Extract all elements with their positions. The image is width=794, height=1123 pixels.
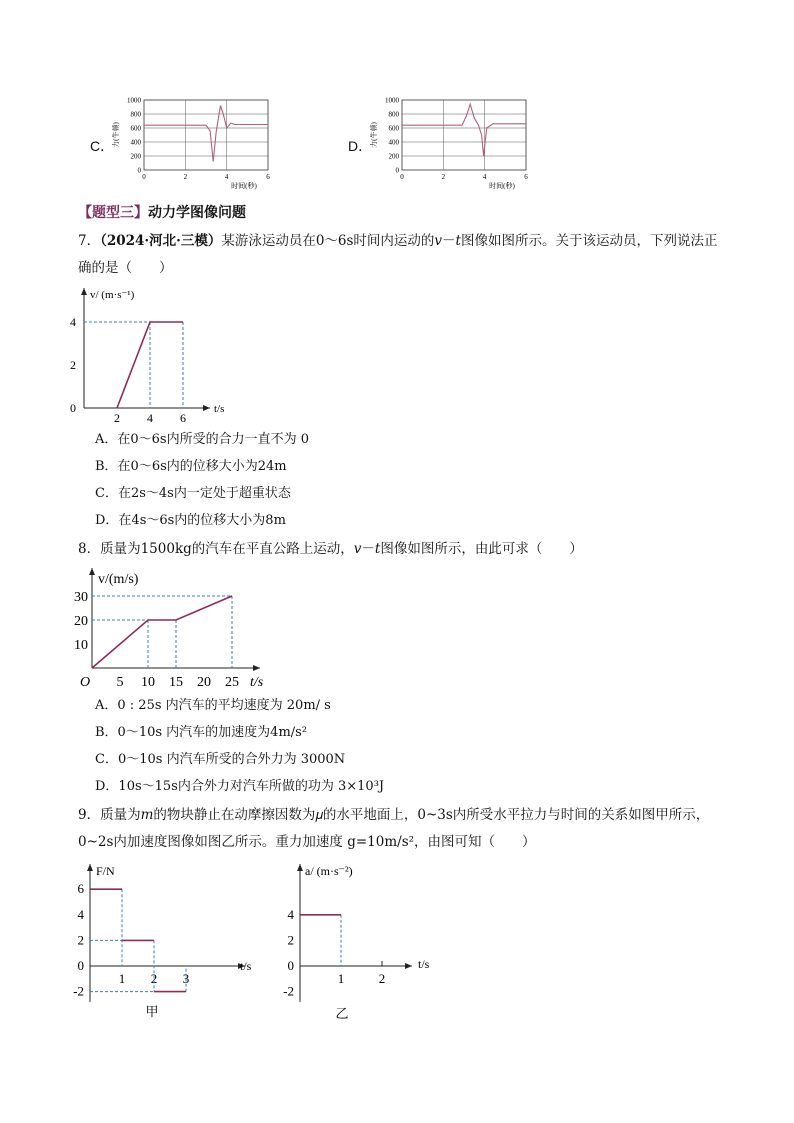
- y-tick-label: 1000: [385, 96, 399, 105]
- x-axis-label: t/s: [418, 957, 430, 971]
- y-tick-label: -2: [73, 983, 84, 999]
- y-axis-label: a/ (m·s⁻²): [305, 864, 353, 878]
- q7-option-a: A．在0～6s内所受的合力一直不为 0: [95, 432, 310, 447]
- force-curve: [402, 104, 526, 156]
- y-tick-label: 400: [130, 138, 141, 147]
- section-text: 动力学图像问题: [148, 205, 246, 221]
- x-tick-label: 6: [180, 411, 186, 422]
- x-tick-label: 6: [266, 173, 270, 181]
- plot-frame: [402, 100, 526, 170]
- y-axis-arrow: [81, 288, 87, 295]
- q8-option-a: A．0 : 25s 内汽车的平均速度为 20m/ s: [95, 698, 331, 713]
- x-tick-label: 2: [441, 173, 446, 181]
- y-axis-label: v/(m/s): [98, 572, 139, 587]
- x-tick-label: 0: [142, 173, 146, 181]
- y-tick-label: 30: [74, 590, 88, 605]
- option-c-label: C．: [90, 138, 115, 154]
- origin-label: O: [80, 675, 91, 690]
- y-tick-label: 400: [388, 138, 399, 147]
- x-tick-label: 1: [337, 971, 345, 986]
- y-tick-label: 0: [70, 401, 76, 415]
- section-title: [78, 202, 246, 222]
- x-axis-arrow: [405, 963, 412, 969]
- y-axis-label: v/ (m·s⁻¹): [90, 289, 135, 301]
- y-tick-label: 4: [77, 906, 84, 922]
- x-tick-label: 5: [116, 675, 124, 690]
- option-d-label: D．: [348, 138, 373, 154]
- plot-frame: [144, 100, 268, 170]
- x-tick-label: 10: [141, 675, 155, 690]
- x-tick-label: 25: [225, 675, 239, 690]
- q7-vt-chart: [60, 282, 260, 422]
- q8-option-c: C．0～10s 内汽车所受的合外力为 3000N: [95, 752, 346, 767]
- q8-option-d: D．10s～15s内合外力对汽车所做的功为 3×10³J: [95, 779, 385, 794]
- force-time-chart-c: [108, 92, 288, 192]
- chart-caption: 乙: [335, 1006, 349, 1021]
- q9-accel-chart: [272, 856, 442, 1026]
- x-tick-label: 0: [400, 173, 404, 181]
- x-tick-label: 4: [482, 173, 487, 181]
- x-tick-label: 1: [118, 971, 126, 986]
- y-axis-label: 力(牛顿): [370, 122, 378, 148]
- q8-option-b: B．0～10s 内汽车的加速度为4m/s²: [95, 725, 308, 740]
- x-tick-label: 20: [197, 675, 211, 690]
- q9-force-chart: [60, 856, 270, 1026]
- y-tick-label: 0: [137, 166, 141, 175]
- y-tick-label: 4: [70, 315, 76, 329]
- y-tick-label: 800: [388, 110, 399, 119]
- y-tick-label: 200: [388, 152, 399, 161]
- x-tick-label: 2: [378, 971, 386, 986]
- q9-stem: [78, 806, 709, 824]
- force-time-chart-d: [366, 92, 546, 192]
- y-tick-label: 4: [287, 906, 294, 922]
- y-tick-label: 0: [77, 958, 84, 973]
- x-tick-label: 2: [114, 411, 120, 422]
- q8-number: 8．: [78, 541, 101, 557]
- x-axis-label: 时间(秒): [489, 182, 515, 190]
- x-axis-label: t/s: [214, 403, 225, 415]
- q7-text-line2: 确的是（ ）: [78, 260, 173, 276]
- velocity-line: [92, 596, 232, 668]
- y-axis-label: 力(牛顿): [112, 122, 120, 148]
- q7-text-line1: 某游泳运动员在0～6s时间内运动的𝑣－𝑡图像如图所示。关于该运动员，下列说法正: [221, 233, 718, 249]
- section-bracket: 【题型三】: [78, 205, 148, 221]
- y-axis-arrow: [89, 568, 95, 575]
- y-tick-label: 2: [70, 358, 76, 372]
- q7-stem: [78, 232, 718, 250]
- q8-vt-chart: [60, 562, 280, 692]
- q7-option-c: C．在2s～4s内一定处于超重状态: [95, 486, 291, 501]
- x-axis-arrow: [253, 665, 260, 671]
- y-axis-label: F/N: [96, 864, 115, 878]
- x-axis-arrow: [203, 405, 210, 411]
- chart-caption: 甲: [145, 1004, 159, 1019]
- q8-text: 质量为1500kg的汽车在平直公路上运动，𝑣－𝑡图像如图所示，由此可求（ ）: [100, 541, 583, 557]
- y-tick-label: -2: [283, 983, 294, 999]
- x-tick-label: 4: [147, 411, 153, 422]
- q8-stem: [78, 540, 583, 558]
- x-tick-label: 3: [182, 971, 190, 986]
- x-tick-label: 15: [169, 675, 183, 690]
- q7-number: 7．: [78, 233, 101, 249]
- q9-number: 9．: [78, 807, 101, 823]
- y-tick-label: 6: [77, 881, 84, 897]
- y-tick-label: 0: [287, 958, 294, 973]
- x-axis-label: t/s: [250, 675, 264, 690]
- x-tick-label: 6: [524, 173, 528, 181]
- x-tick-label: 2: [183, 173, 188, 181]
- y-tick-label: 2: [287, 932, 294, 948]
- y-tick-label: 1000: [127, 96, 141, 105]
- q9-text-line2: 0~2s内加速度图像如图乙所示。重力加速度 g=10m/s²，由图可知（ ）: [78, 834, 536, 850]
- x-axis-label: 时间(秒): [231, 182, 257, 190]
- y-tick-label: 600: [130, 124, 141, 133]
- q9-text-line1: 质量为𝑚的物块静止在动摩擦因数为𝜇的水平地面上，0~3s内所受水平拉力与时间的关系如图甲所示，: [100, 807, 710, 823]
- y-tick-label: 10: [74, 638, 88, 653]
- q7-option-b: B．在0～6s内的位移大小为24m: [95, 459, 287, 474]
- y-axis-arrow: [297, 864, 303, 871]
- y-axis-arrow: [87, 864, 93, 871]
- y-tick-label: 200: [130, 152, 141, 161]
- x-axis-label: t/s: [240, 959, 252, 973]
- y-tick-label: 0: [395, 166, 399, 175]
- x-tick-label: 4: [224, 173, 229, 181]
- q7-source: （2024·河北·三模）: [100, 233, 222, 249]
- y-tick-label: 2: [77, 932, 84, 948]
- y-tick-label: 600: [388, 124, 399, 133]
- y-tick-label: 20: [74, 614, 88, 629]
- y-tick-label: 800: [130, 110, 141, 119]
- x-tick-label: 2: [150, 971, 158, 986]
- q7-option-d: D．在4s～6s内的位移大小为8m: [95, 513, 286, 528]
